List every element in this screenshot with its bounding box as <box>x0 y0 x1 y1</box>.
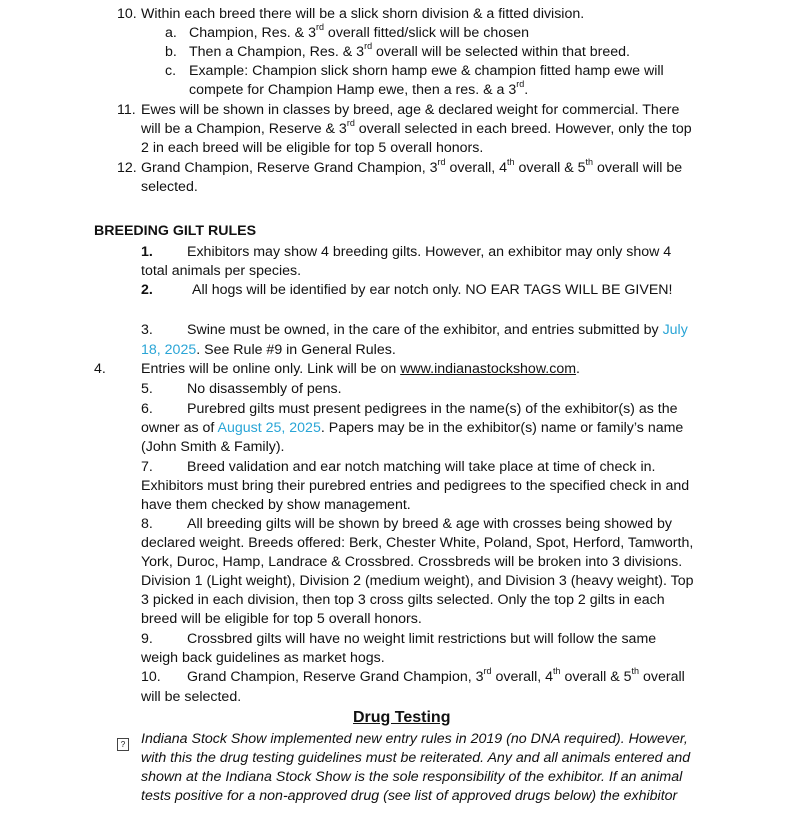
gilt-rule-7-line-1: 7. Breed validation and ear notch matching will take place at time of check in. <box>141 459 656 475</box>
breeding-gilt-heading: BREEDING GILT RULES <box>94 223 257 239</box>
rule-11-line-1: Ewes will be shown in classes by breed, age & declared weight for commercial. There <box>141 102 680 118</box>
drug-testing-line-1: Indiana Stock Show implemented new entry rules in 2019 (no DNA required). However, <box>141 731 688 747</box>
drug-testing-line-2: with this the drug testing guidelines must be reiterated. Any and all animals entered and <box>141 750 691 766</box>
gilt-rule-9-line-1: 9. Crossbred gilts will have no weight limit restrictions but will follow the same <box>141 631 657 647</box>
gilt-rule-5: 5. No disassembly of pens. <box>141 381 342 397</box>
rule-12-line-2: selected. <box>141 179 198 195</box>
rule-10c-line-2: compete for Champion Hamp ewe, then a res. & a 3rd. <box>189 79 529 98</box>
gilt-rule-8-line-1: 8. All breeding gilts will be shown by breed & age with crosses being showed by <box>141 516 673 532</box>
rule-10a-marker: a. <box>165 25 177 41</box>
gilt-rule-10-line-2: will be selected. <box>141 689 242 705</box>
gilt-rule-2: 2. All hogs will be identified by ear notch only. NO EAR TAGS WILL BE GIVEN! <box>141 282 673 298</box>
gilt-rule-1-line-2: total animals per species. <box>141 263 302 279</box>
rule-10b-text: Then a Champion, Res. & 3rd overall will be selected within that breed. <box>189 41 630 60</box>
gilt-rule-7-line-2: Exhibitors must bring their purebred entries and pedigrees to the specified check in and <box>141 478 690 494</box>
gilt-rule-9-line-2: weigh back guidelines as market hogs. <box>141 650 385 666</box>
rule-10c-line-1: Example: Champion slick shorn hamp ewe & champion fitted hamp ewe will <box>189 63 664 79</box>
gilt-rule-8-line-4: Division 1 (Light weight), Division 2 (medium weight), and Division 3 (heavy weight). Top <box>141 573 694 589</box>
gilt-rule-8-line-5: 3 picked in each division, then top 3 cross gilts selected. Only the top 2 gilts in each <box>141 592 665 608</box>
rule-10a-text: Champion, Res. & 3rd overall fitted/slick will be chosen <box>189 22 530 41</box>
drug-testing-line-3: shown at the Indiana Stock Show is the sole responsibility of the exhibitor. If an animal <box>141 769 683 785</box>
rule-12-number: 12. <box>117 160 137 176</box>
rule-10-number: 10. <box>117 6 137 22</box>
rule-10b-marker: b. <box>165 44 177 60</box>
gilt-rule-4-number: 4. <box>94 361 106 377</box>
gilt-rule-6-line-2: owner as of August 25, 2025. Papers may be in the exhibitor(s) name or family’s name <box>141 420 684 436</box>
gilt-rule-3-line-2: 18, 2025. See Rule #9 in General Rules. <box>141 342 396 358</box>
gilt-rule-8-line-2: declared weight. Breeds offered: Berk, Chester White, Poland, Spot, Herford, Tamworth, <box>141 535 694 551</box>
bullet-icon: ? <box>117 733 129 752</box>
gilt-rule-1-line-1: 1. Exhibitors may show 4 breeding gilts. However, an exhibitor may only show 4 <box>141 244 672 260</box>
gilt-rule-8-line-6: breed will be eligible for top 5 overall honors. <box>141 611 422 627</box>
gilt-rule-10-line-1: 10. Grand Champion, Reserve Grand Champion, 3rd overall, 4th overall & 5th overall <box>141 666 685 685</box>
gilt-rule-6-line-1: 6. Purebred gilts must present pedigrees in the name(s) of the exhibitor(s) as the <box>141 401 678 417</box>
rule-10c-marker: c. <box>165 63 177 79</box>
rule-11-line-2: will be a Champion, Reserve & 3rd overall selected in each breed. However, only the top <box>141 118 692 137</box>
drug-testing-line-4: tests positive for a non-approved drug (see list of approved drugs below) the exhibitor <box>141 788 678 804</box>
rule-12-line-1: Grand Champion, Reserve Grand Champion, 3rd overall, 4th overall & 5th overall will be <box>141 157 683 176</box>
gilt-rule-3-line-1: 3. Swine must be owned, in the care of the exhibitor, and entries submitted by July <box>141 322 688 338</box>
drug-testing-heading: Drug Testing <box>353 709 451 726</box>
gilt-rule-7-line-3: have them checked by show management. <box>141 497 411 513</box>
indianastockshow-link[interactable]: www.indianastockshow.com <box>400 361 577 377</box>
gilt-rule-4-text: Entries will be online only. Link will be on www.indianastockshow.com. <box>141 361 580 377</box>
gilt-rule-6-line-3: (John Smith & Family). <box>141 439 285 455</box>
rule-10-text: Within each breed there will be a slick shorn division & a fitted division. <box>141 6 585 22</box>
gilt-rule-8-line-3: York, Duroc, Hamp, Landrace & Crossbred. Crossbreds will be broken into 3 divisions. <box>141 554 683 570</box>
rule-11-number: 11. <box>117 102 136 118</box>
rule-11-line-3: 2 in each breed will be eligible for top 5 overall honors. <box>141 140 484 156</box>
